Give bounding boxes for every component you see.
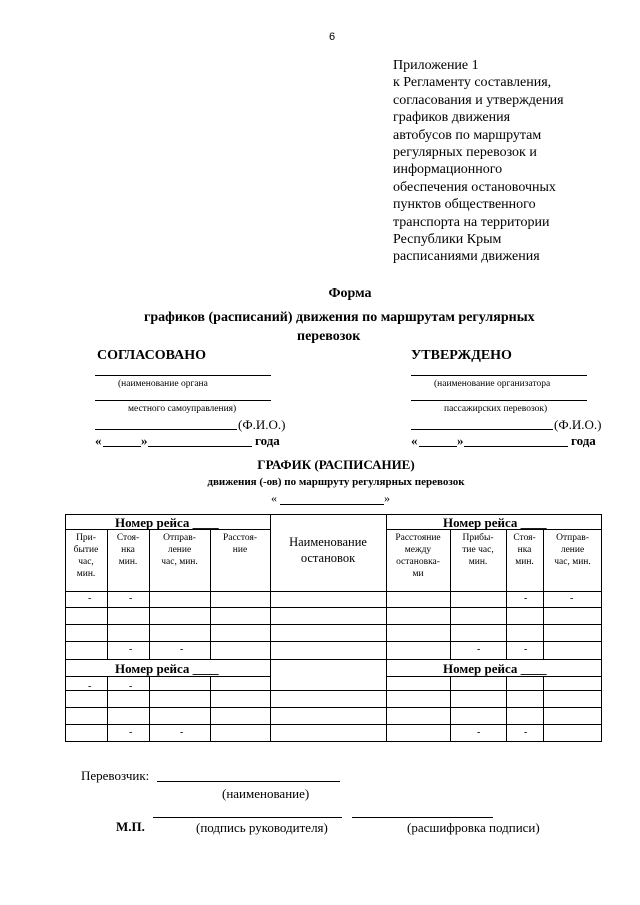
- agreed-day-line: [103, 446, 141, 447]
- dash-mark: -: [477, 727, 481, 738]
- approved-day-line: [419, 446, 457, 447]
- column-header-departure: Отправ- ление час, мин.: [161, 533, 198, 567]
- dash-mark: -: [129, 593, 133, 604]
- appendix-line: регулярных перевозок и: [393, 145, 537, 161]
- appendix-line: Республики Крым: [393, 232, 502, 248]
- approved-line: [411, 400, 587, 401]
- stamp-place: М.П.: [116, 819, 145, 834]
- trip-number-header-right-2: Номер рейса ____: [443, 661, 547, 676]
- appendix-line: расписаниями движения: [393, 249, 540, 265]
- appendix-line: к Регламенту составления,: [393, 75, 552, 91]
- form-subtitle-continued: перевозок: [297, 329, 361, 344]
- appendix-line: Приложение 1: [393, 58, 479, 73]
- schedule-table: [65, 514, 602, 742]
- agreed-month-line: [148, 446, 252, 447]
- approved-year: года: [571, 433, 596, 448]
- dash-mark: -: [570, 593, 574, 604]
- dash-mark: -: [524, 593, 528, 604]
- agreed-fio: (Ф.И.О.): [238, 417, 286, 432]
- form-title: Форма: [328, 286, 372, 301]
- dash-mark: -: [88, 593, 92, 604]
- carrier-line: [157, 781, 340, 782]
- stops-column-header: Наименование остановок: [289, 535, 367, 565]
- trip-number-header-left: Номер рейса ____: [115, 515, 219, 530]
- signature-caption: (подпись руководителя): [196, 820, 328, 835]
- carrier-label: Перевозчик:: [81, 768, 150, 783]
- approved-fio-line: [411, 429, 553, 430]
- appendix-line: автобусов по маршрутам: [393, 127, 542, 143]
- agreed-date-close: »: [141, 433, 148, 448]
- dash-mark: -: [524, 727, 528, 738]
- column-header-distance-between-stops: Расстояние между остановка- ми: [395, 533, 441, 579]
- column-header-distance: Расстоя- ние: [222, 533, 258, 555]
- agreed-year: года: [255, 433, 280, 448]
- dash-mark: -: [129, 727, 133, 738]
- approved-fio: (Ф.И.О.): [554, 417, 602, 432]
- approved-month-line: [464, 446, 568, 447]
- agreed-fio-line: [95, 429, 237, 430]
- column-header-arrival: При- бытие час, мин.: [73, 533, 99, 579]
- trip-number-header-right: Номер рейса ____: [443, 515, 547, 530]
- dash-mark: -: [129, 681, 133, 692]
- appendix-line: обеспечения остановочных: [393, 179, 556, 195]
- appendix-note: [393, 57, 564, 266]
- route-name-line: [280, 504, 384, 505]
- route-quote-close: »: [384, 491, 390, 505]
- agreed-caption-1: (наименование органа: [118, 379, 208, 389]
- agreed-date-open: «: [95, 433, 102, 448]
- agreed-line: [95, 400, 271, 401]
- form-subtitle: графиков (расписаний) движения по маршрутам регулярных: [144, 310, 535, 325]
- column-header-departure-right: Отправ- ление час, мин.: [554, 533, 591, 567]
- page-number: 6: [328, 31, 336, 43]
- appendix-line: согласования и утверждения: [393, 92, 564, 108]
- schedule-title: ГРАФИК (РАСПИСАНИЕ): [257, 457, 415, 472]
- approved-caption-1: (наименование организатора: [434, 379, 551, 389]
- dash-mark: -: [88, 681, 92, 692]
- appendix-line: транспорта на территории: [393, 214, 550, 230]
- approved-title: УТВЕРЖДЕНО: [411, 348, 512, 363]
- appendix-line: пунктов общественного: [393, 197, 536, 213]
- agreed-caption-2: местного самоуправления): [128, 404, 237, 414]
- appendix-line: информационного: [393, 162, 503, 178]
- decode-line: [352, 817, 493, 818]
- approved-date-close: »: [457, 433, 464, 448]
- trip-number-header-left-2: Номер рейса ____: [115, 661, 219, 676]
- decode-caption: (расшифровка подписи): [407, 820, 540, 835]
- dash-mark: -: [180, 644, 184, 655]
- approved-line: [411, 375, 587, 376]
- dash-mark: -: [180, 727, 184, 738]
- carrier-caption: (наименование): [222, 786, 310, 801]
- dash-mark: -: [477, 644, 481, 655]
- agreed-title: СОГЛАСОВАНО: [97, 348, 206, 363]
- approved-caption-2: пассажирских перевозок): [444, 404, 548, 414]
- schedule-subtitle: движения (-ов) по маршруту регулярных перевозок: [207, 476, 465, 488]
- column-header-arrival-right: Прибы- тие час, мин.: [462, 533, 494, 567]
- approved-date-open: «: [411, 433, 418, 448]
- column-header-stop-duration-right: Стоя- нка мин.: [513, 533, 536, 567]
- route-quote-open: «: [271, 491, 277, 505]
- signature-line: [153, 817, 342, 818]
- dash-mark: -: [524, 644, 528, 655]
- agreed-line: [95, 375, 271, 376]
- appendix-line: графиков движения: [393, 110, 511, 126]
- column-header-stop-duration: Стоя- нка мин.: [116, 533, 140, 567]
- dash-mark: -: [129, 644, 133, 655]
